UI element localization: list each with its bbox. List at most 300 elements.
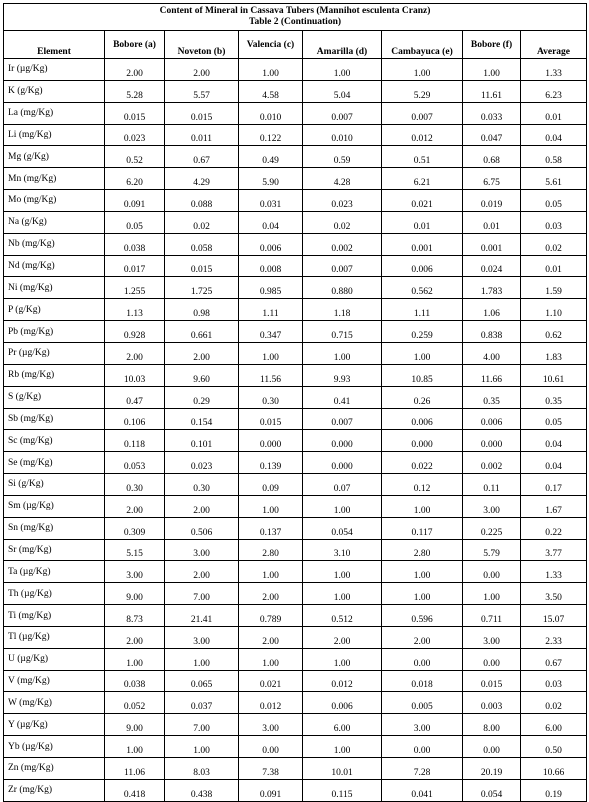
bobore-a-cell: 0.118	[105, 430, 165, 452]
bobore-a-cell: 10.03	[105, 364, 165, 386]
bobore-f-cell: 1.00	[463, 59, 521, 81]
noveton-b-cell: 3.00	[165, 539, 239, 561]
bobore-f-cell: 0.00	[463, 561, 521, 583]
bobore-a-cell: 0.052	[105, 692, 165, 714]
element-cell: Nb (mg/Kg)	[4, 233, 105, 255]
element-cell: Si (g/Kg)	[4, 474, 105, 496]
header-noveton-b: Noveton (b)	[165, 31, 239, 59]
valencia-c-cell: 0.04	[239, 211, 303, 233]
valencia-c-cell: 2.00	[239, 626, 303, 648]
amarilla-d-cell: 0.054	[303, 517, 382, 539]
element-cell: Sn (mg/Kg)	[4, 517, 105, 539]
bobore-a-cell: 9.00	[105, 583, 165, 605]
noveton-b-cell: 3.00	[165, 626, 239, 648]
table-title-line-1: Content of Mineral in Cassava Tubers (Mannihot esculenta Cranz)	[159, 6, 431, 16]
noveton-b-cell: 0.011	[165, 124, 239, 146]
table-row	[4, 190, 587, 212]
valencia-c-cell: 3.00	[239, 714, 303, 736]
table-row	[4, 342, 587, 364]
valencia-c-cell: 2.80	[239, 539, 303, 561]
average-cell: 0.67	[521, 648, 587, 670]
mineral-content-table-page	[3, 3, 586, 802]
noveton-b-cell: 0.037	[165, 692, 239, 714]
amarilla-d-cell: 1.00	[303, 561, 382, 583]
amarilla-d-cell: 0.023	[303, 190, 382, 212]
element-cell: Pr (µg/Kg)	[4, 342, 105, 364]
noveton-b-cell: 0.30	[165, 474, 239, 496]
cambayuca-e-cell: 1.00	[382, 561, 463, 583]
bobore-a-cell: 0.017	[105, 255, 165, 277]
table-row	[4, 495, 587, 517]
table-row	[4, 299, 587, 321]
valencia-c-cell: 4.58	[239, 80, 303, 102]
table-row	[4, 146, 587, 168]
element-cell: Li (mg/Kg)	[4, 124, 105, 146]
bobore-a-cell: 6.20	[105, 168, 165, 190]
noveton-b-cell: 21.41	[165, 605, 239, 627]
cambayuca-e-cell: 5.29	[382, 80, 463, 102]
bobore-f-cell: 0.024	[463, 255, 521, 277]
header-average: Average	[521, 31, 587, 59]
noveton-b-cell: 0.67	[165, 146, 239, 168]
element-cell: Na (g/Kg)	[4, 211, 105, 233]
table-row	[4, 648, 587, 670]
average-cell: 3.50	[521, 583, 587, 605]
table-row	[4, 59, 587, 81]
valencia-c-cell: 11.56	[239, 364, 303, 386]
table-row	[4, 670, 587, 692]
element-cell: Th (µg/Kg)	[4, 583, 105, 605]
valencia-c-cell: 7.38	[239, 758, 303, 780]
cambayuca-e-cell: 3.00	[382, 714, 463, 736]
element-cell: Mg (g/Kg)	[4, 146, 105, 168]
valencia-c-cell: 0.006	[239, 233, 303, 255]
average-cell: 1.33	[521, 59, 587, 81]
average-cell: 0.01	[521, 102, 587, 124]
noveton-b-cell: 0.015	[165, 255, 239, 277]
cambayuca-e-cell: 0.006	[382, 408, 463, 430]
noveton-b-cell: 0.02	[165, 211, 239, 233]
bobore-a-cell: 0.015	[105, 102, 165, 124]
amarilla-d-cell: 5.04	[303, 80, 382, 102]
cambayuca-e-cell: 0.001	[382, 233, 463, 255]
bobore-f-cell: 3.00	[463, 495, 521, 517]
bobore-a-cell: 5.28	[105, 80, 165, 102]
noveton-b-cell: 7.00	[165, 714, 239, 736]
bobore-a-cell: 1.00	[105, 736, 165, 758]
bobore-a-cell: 9.00	[105, 714, 165, 736]
noveton-b-cell: 0.506	[165, 517, 239, 539]
bobore-a-cell: 5.15	[105, 539, 165, 561]
bobore-a-cell: 0.038	[105, 233, 165, 255]
table-row	[4, 102, 587, 124]
bobore-f-cell: 0.00	[463, 648, 521, 670]
amarilla-d-cell: 2.00	[303, 626, 382, 648]
amarilla-d-cell: 0.115	[303, 779, 382, 801]
amarilla-d-cell: 9.93	[303, 364, 382, 386]
valencia-c-cell: 2.00	[239, 583, 303, 605]
bobore-a-cell: 0.038	[105, 670, 165, 692]
average-cell: 5.61	[521, 168, 587, 190]
cambayuca-e-cell: 1.00	[382, 342, 463, 364]
amarilla-d-cell: 10.01	[303, 758, 382, 780]
amarilla-d-cell: 0.006	[303, 692, 382, 714]
element-cell: Ir (µg/Kg)	[4, 59, 105, 81]
cambayuca-e-cell: 0.000	[382, 430, 463, 452]
element-cell: Zr (mg/Kg)	[4, 779, 105, 801]
bobore-a-cell: 11.06	[105, 758, 165, 780]
table-row	[4, 736, 587, 758]
average-cell: 0.62	[521, 321, 587, 343]
table-row	[4, 80, 587, 102]
bobore-a-cell: 1.255	[105, 277, 165, 299]
cambayuca-e-cell: 0.562	[382, 277, 463, 299]
bobore-f-cell: 0.015	[463, 670, 521, 692]
element-cell: Rb (mg/Kg)	[4, 364, 105, 386]
bobore-a-cell: 0.106	[105, 408, 165, 430]
table-row	[4, 430, 587, 452]
table-row	[4, 605, 587, 627]
noveton-b-cell: 0.438	[165, 779, 239, 801]
amarilla-d-cell: 0.007	[303, 255, 382, 277]
average-cell: 0.35	[521, 386, 587, 408]
cambayuca-e-cell: 1.00	[382, 583, 463, 605]
average-cell: 0.02	[521, 233, 587, 255]
noveton-b-cell: 1.00	[165, 736, 239, 758]
valencia-c-cell: 0.139	[239, 452, 303, 474]
valencia-c-cell: 0.031	[239, 190, 303, 212]
valencia-c-cell: 1.00	[239, 648, 303, 670]
cambayuca-e-cell: 0.596	[382, 605, 463, 627]
amarilla-d-cell: 3.10	[303, 539, 382, 561]
average-cell: 0.22	[521, 517, 587, 539]
bobore-a-cell: 0.928	[105, 321, 165, 343]
average-cell: 1.10	[521, 299, 587, 321]
table-row	[4, 211, 587, 233]
amarilla-d-cell: 0.715	[303, 321, 382, 343]
average-cell: 0.03	[521, 211, 587, 233]
average-cell: 6.00	[521, 714, 587, 736]
element-cell: Sr (mg/Kg)	[4, 539, 105, 561]
average-cell: 0.17	[521, 474, 587, 496]
element-cell: P (g/Kg)	[4, 299, 105, 321]
noveton-b-cell: 2.00	[165, 561, 239, 583]
bobore-a-cell: 0.30	[105, 474, 165, 496]
bobore-a-cell: 1.13	[105, 299, 165, 321]
cambayuca-e-cell: 6.21	[382, 168, 463, 190]
average-cell: 1.33	[521, 561, 587, 583]
noveton-b-cell: 0.058	[165, 233, 239, 255]
table-row	[4, 561, 587, 583]
bobore-a-cell: 3.00	[105, 561, 165, 583]
header-row	[4, 31, 587, 59]
bobore-f-cell: 1.00	[463, 583, 521, 605]
average-cell: 0.58	[521, 146, 587, 168]
bobore-f-cell: 0.225	[463, 517, 521, 539]
bobore-f-cell: 0.11	[463, 474, 521, 496]
average-cell: 0.05	[521, 190, 587, 212]
valencia-c-cell: 1.00	[239, 561, 303, 583]
cambayuca-e-cell: 0.018	[382, 670, 463, 692]
bobore-f-cell: 0.01	[463, 211, 521, 233]
table-row	[4, 168, 587, 190]
amarilla-d-cell: 4.28	[303, 168, 382, 190]
header-bobore-f: Bobore (f)	[463, 31, 521, 59]
average-cell: 1.59	[521, 277, 587, 299]
average-cell: 0.05	[521, 408, 587, 430]
bobore-a-cell: 2.00	[105, 626, 165, 648]
bobore-a-cell: 0.52	[105, 146, 165, 168]
bobore-f-cell: 0.711	[463, 605, 521, 627]
bobore-f-cell: 0.000	[463, 430, 521, 452]
noveton-b-cell: 0.088	[165, 190, 239, 212]
cambayuca-e-cell: 0.01	[382, 211, 463, 233]
amarilla-d-cell: 0.012	[303, 670, 382, 692]
amarilla-d-cell: 0.59	[303, 146, 382, 168]
table-row	[4, 233, 587, 255]
valencia-c-cell: 1.00	[239, 495, 303, 517]
average-cell: 1.67	[521, 495, 587, 517]
element-cell: Mn (mg/Kg)	[4, 168, 105, 190]
table-row	[4, 321, 587, 343]
average-cell: 0.04	[521, 430, 587, 452]
element-cell: Ta (µg/Kg)	[4, 561, 105, 583]
element-cell: Sc (mg/Kg)	[4, 430, 105, 452]
amarilla-d-cell: 1.00	[303, 342, 382, 364]
noveton-b-cell: 4.29	[165, 168, 239, 190]
amarilla-d-cell: 1.00	[303, 736, 382, 758]
cambayuca-e-cell: 0.021	[382, 190, 463, 212]
cambayuca-e-cell: 1.00	[382, 59, 463, 81]
amarilla-d-cell: 6.00	[303, 714, 382, 736]
cambayuca-e-cell: 2.00	[382, 626, 463, 648]
noveton-b-cell: 8.03	[165, 758, 239, 780]
average-cell: 0.19	[521, 779, 587, 801]
noveton-b-cell: 5.57	[165, 80, 239, 102]
bobore-f-cell: 20.19	[463, 758, 521, 780]
noveton-b-cell: 0.98	[165, 299, 239, 321]
cambayuca-e-cell: 0.022	[382, 452, 463, 474]
element-cell: Ti (mg/Kg)	[4, 605, 105, 627]
average-cell: 0.04	[521, 452, 587, 474]
table-row	[4, 758, 587, 780]
element-cell: K (g/Kg)	[4, 80, 105, 102]
amarilla-d-cell: 1.18	[303, 299, 382, 321]
cambayuca-e-cell: 0.259	[382, 321, 463, 343]
valencia-c-cell: 0.49	[239, 146, 303, 168]
header-valencia-c: Valencia (c)	[239, 31, 303, 59]
bobore-a-cell: 0.05	[105, 211, 165, 233]
bobore-a-cell: 0.418	[105, 779, 165, 801]
bobore-f-cell: 8.00	[463, 714, 521, 736]
element-cell: S (g/Kg)	[4, 386, 105, 408]
table-row	[4, 539, 587, 561]
valencia-c-cell: 1.11	[239, 299, 303, 321]
noveton-b-cell: 7.00	[165, 583, 239, 605]
valencia-c-cell: 0.985	[239, 277, 303, 299]
table-row	[4, 692, 587, 714]
bobore-a-cell: 2.00	[105, 59, 165, 81]
amarilla-d-cell: 1.00	[303, 648, 382, 670]
cambayuca-e-cell: 0.00	[382, 736, 463, 758]
average-cell: 3.77	[521, 539, 587, 561]
bobore-f-cell: 5.79	[463, 539, 521, 561]
bobore-f-cell: 0.001	[463, 233, 521, 255]
amarilla-d-cell: 0.000	[303, 452, 382, 474]
valencia-c-cell: 1.00	[239, 342, 303, 364]
noveton-b-cell: 1.00	[165, 648, 239, 670]
valencia-c-cell: 0.09	[239, 474, 303, 496]
element-cell: Sb (mg/Kg)	[4, 408, 105, 430]
valencia-c-cell: 0.021	[239, 670, 303, 692]
cambayuca-e-cell: 2.80	[382, 539, 463, 561]
header-bobore-a: Bobore (a)	[105, 31, 165, 59]
cambayuca-e-cell: 0.26	[382, 386, 463, 408]
valencia-c-cell: 1.00	[239, 59, 303, 81]
bobore-a-cell: 0.053	[105, 452, 165, 474]
valencia-c-cell: 0.137	[239, 517, 303, 539]
element-cell: V (mg/Kg)	[4, 670, 105, 692]
amarilla-d-cell: 0.000	[303, 430, 382, 452]
bobore-a-cell: 0.47	[105, 386, 165, 408]
bobore-f-cell: 4.00	[463, 342, 521, 364]
cambayuca-e-cell: 0.041	[382, 779, 463, 801]
noveton-b-cell: 0.015	[165, 102, 239, 124]
amarilla-d-cell: 1.00	[303, 59, 382, 81]
cambayuca-e-cell: 7.28	[382, 758, 463, 780]
noveton-b-cell: 0.065	[165, 670, 239, 692]
cambayuca-e-cell: 0.006	[382, 255, 463, 277]
bobore-a-cell: 8.73	[105, 605, 165, 627]
valencia-c-cell: 0.015	[239, 408, 303, 430]
valencia-c-cell: 0.347	[239, 321, 303, 343]
bobore-f-cell: 11.66	[463, 364, 521, 386]
noveton-b-cell: 1.725	[165, 277, 239, 299]
average-cell: 0.50	[521, 736, 587, 758]
bobore-a-cell: 1.00	[105, 648, 165, 670]
average-cell: 0.04	[521, 124, 587, 146]
valencia-c-cell: 0.00	[239, 736, 303, 758]
element-cell: Se (mg/Kg)	[4, 452, 105, 474]
table-row	[4, 386, 587, 408]
table-row	[4, 474, 587, 496]
bobore-f-cell: 1.783	[463, 277, 521, 299]
valencia-c-cell: 0.789	[239, 605, 303, 627]
mineral-content-table	[3, 3, 587, 802]
bobore-f-cell: 1.06	[463, 299, 521, 321]
amarilla-d-cell: 0.007	[303, 102, 382, 124]
bobore-a-cell: 2.00	[105, 495, 165, 517]
element-cell: Mo (mg/Kg)	[4, 190, 105, 212]
average-cell: 0.02	[521, 692, 587, 714]
valencia-c-cell: 0.008	[239, 255, 303, 277]
table-row	[4, 124, 587, 146]
header-cambayuca-e: Cambayuca (e)	[382, 31, 463, 59]
noveton-b-cell: 2.00	[165, 495, 239, 517]
amarilla-d-cell: 0.41	[303, 386, 382, 408]
average-cell: 10.66	[521, 758, 587, 780]
bobore-f-cell: 0.033	[463, 102, 521, 124]
table-row	[4, 452, 587, 474]
cambayuca-e-cell: 0.012	[382, 124, 463, 146]
valencia-c-cell: 0.091	[239, 779, 303, 801]
cambayuca-e-cell: 0.005	[382, 692, 463, 714]
element-cell: Yb (µg/Kg)	[4, 736, 105, 758]
cambayuca-e-cell: 0.117	[382, 517, 463, 539]
bobore-f-cell: 0.019	[463, 190, 521, 212]
table-title	[4, 4, 587, 31]
table-row	[4, 583, 587, 605]
bobore-f-cell: 11.61	[463, 80, 521, 102]
table-row	[4, 626, 587, 648]
average-cell: 0.01	[521, 255, 587, 277]
table-row	[4, 364, 587, 386]
bobore-f-cell: 0.054	[463, 779, 521, 801]
cambayuca-e-cell: 0.12	[382, 474, 463, 496]
element-cell: Sm (µg/Kg)	[4, 495, 105, 517]
bobore-a-cell: 0.091	[105, 190, 165, 212]
element-cell: W (mg/Kg)	[4, 692, 105, 714]
amarilla-d-cell: 0.880	[303, 277, 382, 299]
noveton-b-cell: 2.00	[165, 342, 239, 364]
cambayuca-e-cell: 1.00	[382, 495, 463, 517]
bobore-a-cell: 2.00	[105, 342, 165, 364]
element-cell: Ni (mg/Kg)	[4, 277, 105, 299]
average-cell: 2.33	[521, 626, 587, 648]
table-row	[4, 408, 587, 430]
average-cell: 0.03	[521, 670, 587, 692]
bobore-f-cell: 0.006	[463, 408, 521, 430]
amarilla-d-cell: 1.00	[303, 495, 382, 517]
element-cell: Tl (µg/Kg)	[4, 626, 105, 648]
amarilla-d-cell: 0.007	[303, 408, 382, 430]
valencia-c-cell: 0.012	[239, 692, 303, 714]
bobore-f-cell: 0.00	[463, 736, 521, 758]
noveton-b-cell: 2.00	[165, 59, 239, 81]
noveton-b-cell: 0.101	[165, 430, 239, 452]
table-body	[4, 59, 587, 802]
amarilla-d-cell: 1.00	[303, 583, 382, 605]
header-element: Element	[4, 31, 105, 59]
cambayuca-e-cell: 0.00	[382, 648, 463, 670]
element-cell: Nd (mg/Kg)	[4, 255, 105, 277]
table-row	[4, 714, 587, 736]
cambayuca-e-cell: 0.007	[382, 102, 463, 124]
amarilla-d-cell: 0.07	[303, 474, 382, 496]
valencia-c-cell: 0.30	[239, 386, 303, 408]
header-amarilla-d: Amarilla (d)	[303, 31, 382, 59]
cambayuca-e-cell: 10.85	[382, 364, 463, 386]
noveton-b-cell: 0.661	[165, 321, 239, 343]
table-row	[4, 517, 587, 539]
bobore-f-cell: 0.047	[463, 124, 521, 146]
average-cell: 10.61	[521, 364, 587, 386]
table-row	[4, 255, 587, 277]
element-cell: Zn (mg/Kg)	[4, 758, 105, 780]
element-cell: U (µg/Kg)	[4, 648, 105, 670]
amarilla-d-cell: 0.512	[303, 605, 382, 627]
table-row	[4, 779, 587, 801]
average-cell: 6.23	[521, 80, 587, 102]
cambayuca-e-cell: 0.51	[382, 146, 463, 168]
bobore-f-cell: 3.00	[463, 626, 521, 648]
valencia-c-cell: 0.010	[239, 102, 303, 124]
bobore-f-cell: 6.75	[463, 168, 521, 190]
bobore-a-cell: 0.023	[105, 124, 165, 146]
bobore-a-cell: 0.309	[105, 517, 165, 539]
noveton-b-cell: 0.154	[165, 408, 239, 430]
noveton-b-cell: 0.023	[165, 452, 239, 474]
